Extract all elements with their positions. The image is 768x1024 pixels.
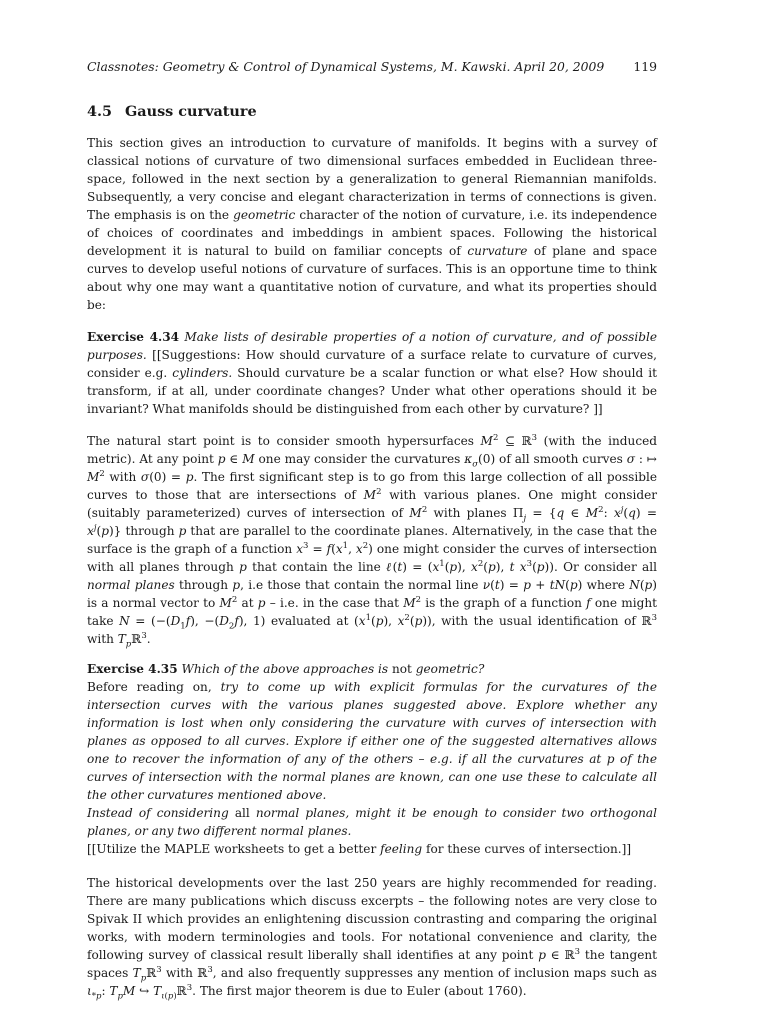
page-number: 119 bbox=[633, 59, 657, 74]
exercise-4-35: Exercise 4.35 Which of the above approaches is not geometric? Before reading on, try to come up with explicit formulas for the curvatures of the intersection curves with the various planes suggested above. Explore whether any information is lost when only considering the curvature with curves of intersection with planes as opposed to all curves. Explore if either one of the suggested alternatives allows one to recover the information of any of the others – e.g. if all the curvatures at p of the curves of intersection with the normal planes are known, can one use these to calculate all the other curvatures mentioned above. Instead of considering all normal planes, might it be enough to consider two orthogonal planes, or any two different normal planes. [[Utilize the MAPLE worksheets to get a better feeling for these curves of intersection.]] bbox=[87, 662, 658, 856]
section-heading bbox=[87, 102, 657, 122]
running-header bbox=[87, 58, 657, 76]
intro-paragraph: This section gives an introduction to curvature of manifolds. It begins with a survey of classical notions of curvature of two dimensional surfaces embedded in Euclidean three-space, followed in the next section by a generalization to general Riemannian manifolds. Subsequently, a very concise and elegant characterization in terms of connections is given. The emphasis is on the geometric character of the notion of curvature, i.e. its independence of choices of coordinates and imbeddings in ambient spaces. Following the historical development it is natural to build on familiar concepts of curvature of plane and space curves to develop useful notions of curvature of surfaces. This is an opportune time to think about why one may want a quantitative notion of curvature, and what its properties should be: bbox=[87, 136, 657, 312]
section-title: Gauss curvature bbox=[125, 103, 257, 120]
header-title: Classnotes: Geometry & Control of Dynamical Systems, M. Kawski. April 20, 2009 bbox=[87, 59, 605, 74]
exercise-4-34: Exercise 4.34 Make lists of desirable properties of a notion of curvature, and of possible purposes. [[Suggestions: How should curvature of a surface relate to curvature of curves, consider e.g. cylinders. Should curvature be a scalar function or what else? How should it transform, if at all, under coordinate changes? Under what other operations should it be invariant? What manifolds should be distinguished from each other by curvature? ]] bbox=[87, 330, 658, 416]
page bbox=[87, 58, 657, 1000]
exercise-label: Exercise 4.35 bbox=[87, 662, 178, 676]
exercise-label: Exercise 4.34 bbox=[87, 330, 180, 344]
natural-start-paragraph: The natural start point is to consider smooth hypersurfaces $M^2$ ⊆ ℝ$^3$ (with the induced metric). At any point p ∈ M one may consider the curvatures $\kappa_\sigma(0)$ of all smooth curves σ : ↦ $M^2$ with σ(0) = p. The first significant step is to go from this large collection of all possible curves to those that are intersections of $M^2$ with various planes. One might consider (suitably parameterized) curves of intersection of $M^2$ with planes $\Pi_j = \{q$ ∈ $M^2$: $x^j(q) = x^j(p)$} through p that are parallel to the coordinate planes. Alternatively, in the case that the surface is the graph of a function $x^3 = f(x^1$, $x^2$) one might consider the curves of intersection with all planes through p that contain the line ℓ(t) = ($x^1(p)$, $x^2(p)$, t $x^3(p)$). Or consider all normal planes through p, i.e those that contain the normal line ν(t) = p + tN(p) where N(p) is a normal vector to $M^2$ at p – i.e. in the case that $M^2$ is the graph of a function f one might take $N = (-(D_1f)$, $-(D_2f)$, 1) evaluated at ($x^1(p)$, $x^2(p)$), with the usual identification of ℝ$^3$ with $T_pℝ^3$. bbox=[87, 432, 658, 650]
section-number: 4.5 bbox=[87, 103, 113, 120]
history-paragraph: The historical developments over the last 250 years are highly recommended for reading. There are many publications which discuss excerpts – the following notes are very close to Spivak II which provides an enlightening discussion contrasting and comparing the original works, with modern terminologies and tools. For notational convenience and clarity, the following survey of classical result liberally shall identifies at any point p ∈ ℝ$^3$ the tangent spaces $T_pℝ^3$ with ℝ$^3$, and also frequently suppresses any mention of inclusion maps such as $\iota_{*p}$: $T_pM$ ↪ $T_{\iota(p)}ℝ^3$. The first major theorem is due to Euler (about 1760). bbox=[87, 876, 658, 1002]
